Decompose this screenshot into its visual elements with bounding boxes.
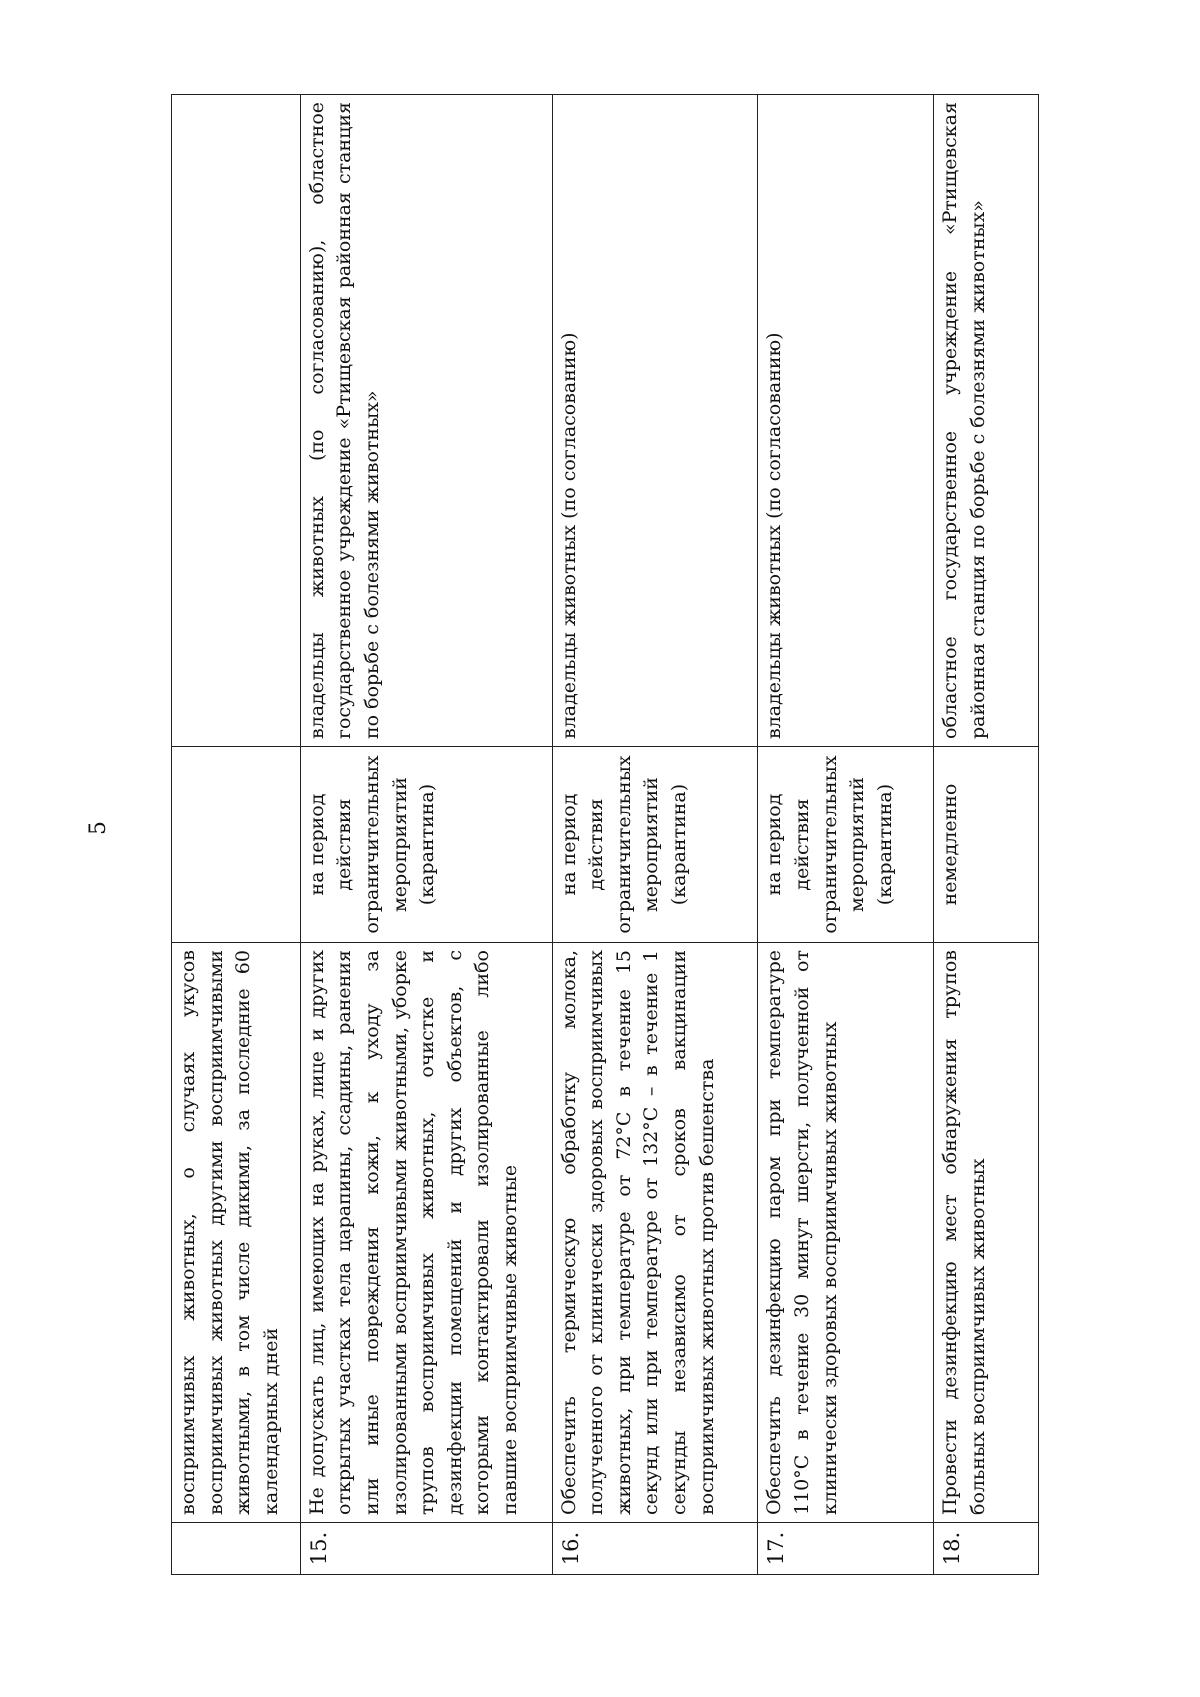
term-text: немедленно xyxy=(934,747,1039,943)
executor-text: владельцы животных (по согласованию) xyxy=(552,95,758,747)
executor-text: областное государственное учреждение «Ртищевская районная станция по борьбе с болезнями животных» xyxy=(934,95,1039,747)
executor-text xyxy=(172,95,301,747)
row-number: 18. xyxy=(934,1523,1039,1575)
table-row xyxy=(300,95,552,1575)
measure-text: восприимчивых животных, о случаях укусов восприимчивых животных другими восприимчивыми животными, в том числе дикими, за последние 60 календарных дней xyxy=(172,943,301,1523)
measure-text: Провести дезинфекцию мест обнаружения трупов больных восприимчивых животных xyxy=(934,943,1039,1523)
row-number: 17. xyxy=(758,1523,934,1575)
row-number: 15. xyxy=(300,1523,552,1575)
executor-text: владельцы животных (по согласованию), областное государственное учреждение «Ртищевская районная станция по борьбе с болезнями животных» xyxy=(300,95,552,747)
table-row xyxy=(552,95,758,1575)
term-text: на период действия ограничительных мероприятий (карантина) xyxy=(552,747,758,943)
row-number: 16. xyxy=(552,1523,758,1575)
table-row xyxy=(172,95,301,1575)
term-text: на период действия ограничительных мероприятий (карантина) xyxy=(300,747,552,943)
rotated-table-wrapper xyxy=(171,95,1039,1575)
table-row xyxy=(758,95,934,1575)
measures-table xyxy=(171,94,1039,1575)
term-text xyxy=(172,747,301,943)
row-number xyxy=(172,1523,301,1575)
measure-text: Не допускать лиц, имеющих на руках, лице и других открытых участках тела царапины, ссадины, ранения или иные повреждения кожи, к уходу за изолированными восприимчивыми животными, уборке трупов восприимчивых животных, очистке и дезинфекции помещений и других объектов, с которыми контактировали изолированные либо павшие восприимчивые животные xyxy=(300,943,552,1523)
table-row xyxy=(934,95,1039,1575)
measure-text: Обеспечить термическую обработку молока, полученного от клинически здоровых восприимчивых животных, при температуре от 72°С в течение 15 секунд или при температуре от 132°С – в течение 1 секунды независимо от сроков вакцинации восприимчивых животных против бешенства xyxy=(552,943,758,1523)
executor-text: владельцы животных (по согласованию) xyxy=(758,95,934,747)
term-text: на период действия ограничительных мероприятий (карантина) xyxy=(758,747,934,943)
page-number: 5 xyxy=(86,821,111,835)
measure-text: Обеспечить дезинфекцию паром при температуре 110°С в течение 30 минут шерсти, полученной от клинически здоровых восприимчивых животных xyxy=(758,943,934,1523)
